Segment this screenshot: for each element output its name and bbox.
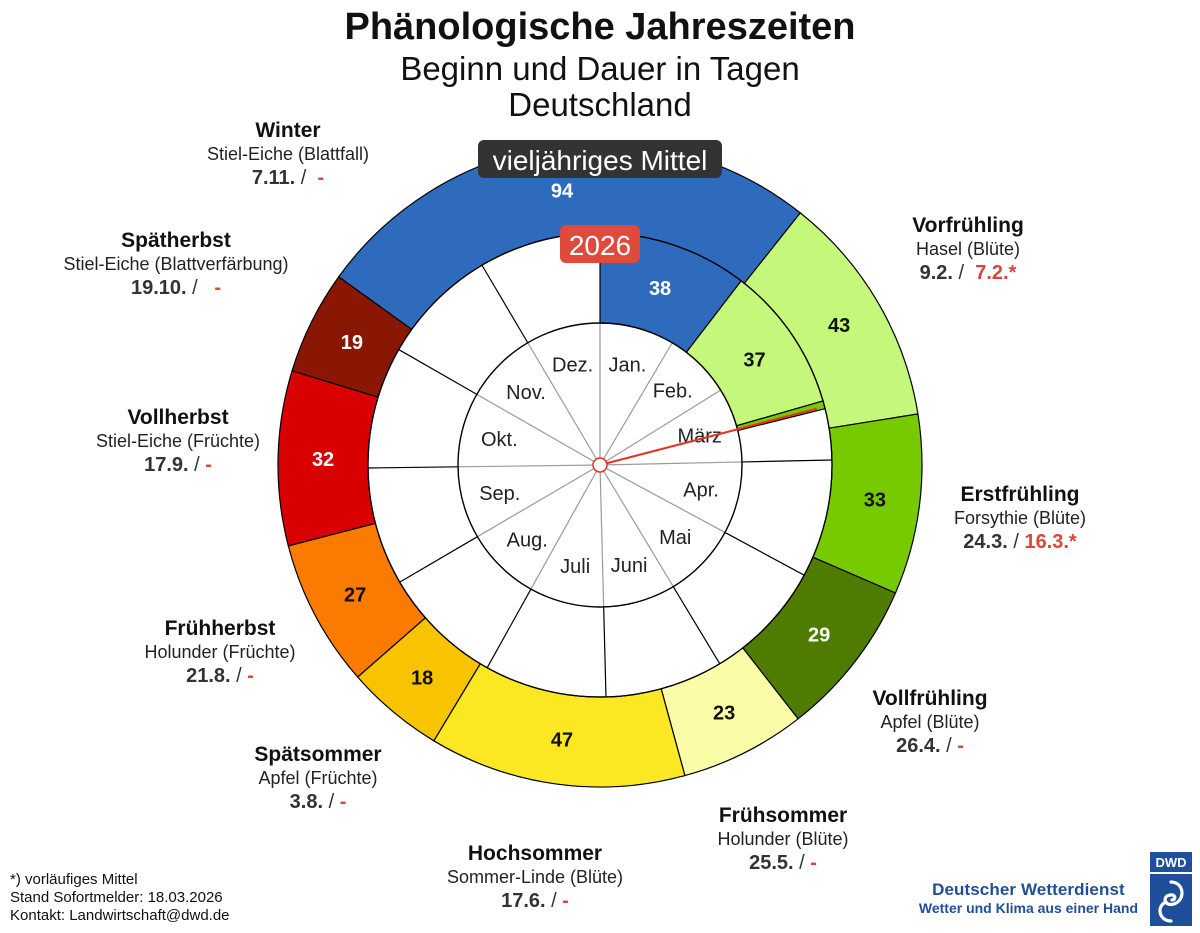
season-plant: Apfel (Blüte) xyxy=(880,711,980,732)
season-label-vollfruehling xyxy=(830,686,1030,758)
season-plant: Forsythie (Blüte) xyxy=(953,507,1087,528)
logo-text: DWD xyxy=(1155,855,1187,870)
footnote-preliminary: *) vorläufiges Mittel xyxy=(10,871,138,888)
outer-segment-value: 27 xyxy=(343,584,367,607)
org-motto: Wetter und Klima aus einer Hand xyxy=(918,900,1138,916)
season-plant: Hasel (Blüte) xyxy=(915,238,1021,259)
season-name: Spätherbst xyxy=(121,229,231,252)
month-label: Mai xyxy=(659,526,692,549)
chart-region: Deutschland xyxy=(508,86,692,123)
season-label-hochsommer xyxy=(420,841,650,913)
start-2026: - xyxy=(957,734,964,757)
org-name: Deutscher Wetterdienst xyxy=(932,880,1125,899)
footnote xyxy=(10,871,230,925)
start-2026: - xyxy=(205,453,212,476)
season-label-fruehherbst xyxy=(120,616,320,688)
season-name: Vollfrühling xyxy=(872,687,988,710)
inner-segment-value: 38 xyxy=(648,277,672,300)
mean-start-date: 26.4. xyxy=(896,734,941,757)
season-name: Vollherbst xyxy=(127,406,229,429)
season-label-spaetsommer xyxy=(223,742,413,814)
mean-start-date: 3.8. xyxy=(289,790,323,813)
start-2026: - xyxy=(810,851,817,874)
month-label: Aug. xyxy=(506,529,548,552)
footnote-contact: Kontakt: Landwirtschaft@dwd.de xyxy=(10,907,230,924)
chart-title: Phänologische Jahreszeiten xyxy=(344,6,856,48)
season-name: Vorfrühling xyxy=(912,214,1024,237)
season-dates: 19.10. / - xyxy=(130,276,222,299)
start-2026: 7.2.* xyxy=(975,261,1017,284)
outer-segment-value: 19 xyxy=(340,331,363,354)
mean-start-date: 17.9. xyxy=(144,453,189,476)
month-label: Nov. xyxy=(506,381,546,404)
month-label: Jan. xyxy=(608,354,647,377)
season-plant: Stiel-Eiche (Früchte) xyxy=(95,430,261,451)
season-name: Erstfrühling xyxy=(960,483,1080,506)
season-label-vorfruehling xyxy=(868,213,1068,285)
season-name: Frühherbst xyxy=(164,617,276,640)
outer-segment-value: 18 xyxy=(411,667,434,690)
start-2026: - xyxy=(247,664,254,687)
season-label-erstfruehling xyxy=(920,482,1120,554)
season-plant: Stiel-Eiche (Blattfall) xyxy=(206,143,370,164)
mean-start-date: 9.2. xyxy=(919,261,953,284)
month-label: Apr. xyxy=(683,479,719,502)
outer-segment-value: 94 xyxy=(550,180,574,203)
season-name: Winter xyxy=(255,119,321,142)
season-plant: Apfel (Früchte) xyxy=(258,767,378,788)
season-plant: Holunder (Blüte) xyxy=(717,828,849,849)
season-plant: Holunder (Früchte) xyxy=(144,641,296,662)
month-label: Juni xyxy=(610,554,648,577)
mean-start-date: 17.6. xyxy=(501,889,546,912)
outer-segment-value: 23 xyxy=(713,702,736,725)
start-2026: - xyxy=(562,889,569,912)
start-2026: - xyxy=(317,166,325,189)
inner-ring-badge-text: 2026 xyxy=(568,230,632,261)
season-name: Spätsommer xyxy=(254,743,382,766)
season-name: Frühsommer xyxy=(718,804,848,827)
season-dates: 24.3. / 16.3.* xyxy=(963,530,1077,553)
outer-segment-value: 29 xyxy=(807,624,831,647)
month-label: März xyxy=(677,425,722,448)
season-dates: 17.9. / - xyxy=(144,453,212,476)
season-plant: Stiel-Eiche (Blattverfärbung) xyxy=(63,253,289,274)
footnote-status-date: Stand Sofortmelder: 18.03.2026 xyxy=(10,889,223,906)
month-label: Okt. xyxy=(480,428,518,451)
month-label: Feb. xyxy=(652,380,693,403)
season-dates: 26.4. / - xyxy=(896,734,964,757)
outer-segment-value: 47 xyxy=(550,729,574,752)
season-name: Hochsommer xyxy=(467,842,603,865)
month-label: Juli xyxy=(560,555,591,578)
season-plant: Sommer-Linde (Blüte) xyxy=(446,866,624,887)
month-label: Dez. xyxy=(552,354,594,377)
outer-ring-badge xyxy=(478,140,722,178)
mean-start-date: 7.11. xyxy=(251,166,296,189)
outer-ring-badge-text: vieljähriges Mittel xyxy=(492,145,708,176)
dwd-logo xyxy=(1150,852,1192,928)
season-dates: 21.8. / - xyxy=(186,664,254,687)
inner-ring-badge xyxy=(560,225,640,263)
season-label-spaetherbst xyxy=(26,228,326,300)
mean-start-date: 19.10. xyxy=(130,276,187,299)
start-2026: - xyxy=(214,276,222,299)
start-2026: - xyxy=(339,790,347,813)
mean-start-date: 25.5. xyxy=(749,851,794,874)
season-dates: 7.11. / - xyxy=(251,166,325,189)
center-dot xyxy=(593,458,607,472)
inner-segment-value: 37 xyxy=(743,349,766,372)
season-label-winter xyxy=(168,118,408,190)
season-label-vollherbst xyxy=(78,405,278,477)
outer-segment-value: 33 xyxy=(863,489,886,512)
outer-segment-value: 43 xyxy=(827,315,851,338)
mean-start-date: 21.8. xyxy=(186,664,231,687)
season-dates: 3.8. / - xyxy=(289,790,347,813)
season-dates: 25.5. / - xyxy=(749,851,817,874)
month-label: Sep. xyxy=(479,482,521,505)
season-dates: 17.6. / - xyxy=(501,889,569,912)
mean-start-date: 24.3. xyxy=(963,530,1008,553)
dwd-brand xyxy=(919,880,1138,916)
start-2026: 16.3.* xyxy=(1024,530,1077,553)
season-dates: 9.2. / 7.2.* xyxy=(919,261,1017,284)
outer-segment-value: 32 xyxy=(311,449,335,472)
season-label-fruehsommer xyxy=(683,803,883,875)
chart-subtitle: Beginn und Dauer in Tagen xyxy=(400,50,800,87)
